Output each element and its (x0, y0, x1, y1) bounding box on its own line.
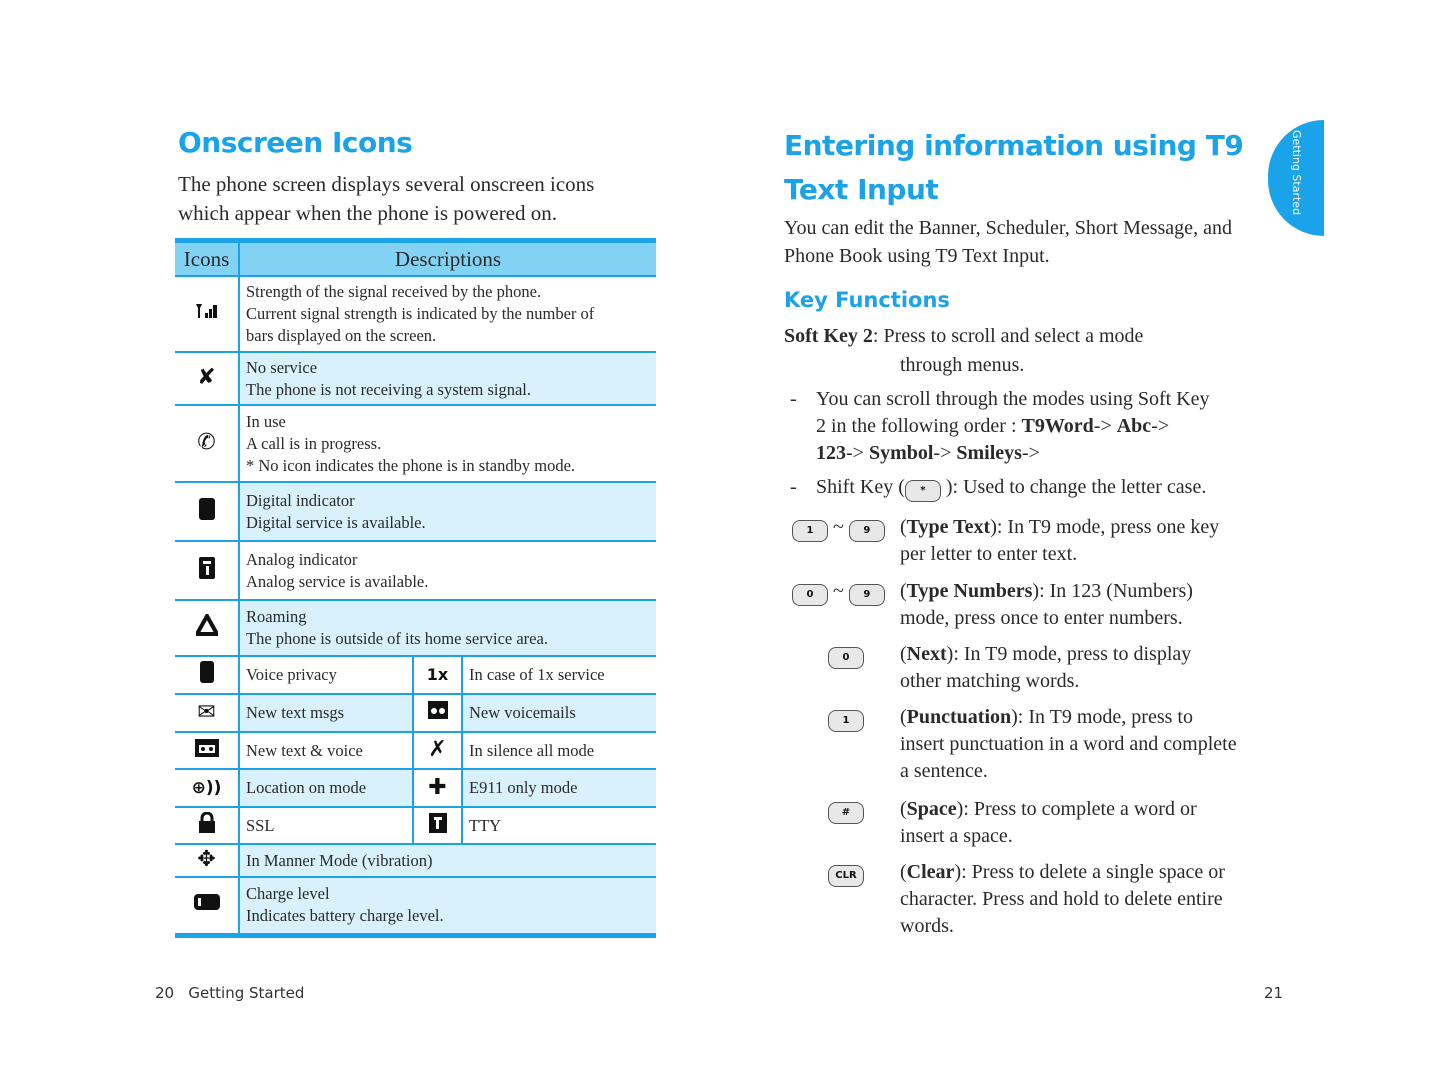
table-row (175, 694, 656, 732)
next-entry: (Next): In T9 mode, press to display (900, 643, 1192, 665)
left-page-title: Onscreen Icons (178, 126, 413, 159)
section-name: Getting Started (188, 984, 305, 1002)
roaming-icon (196, 614, 218, 636)
punctuation-entry: (Punctuation): In T9 mode, press to (900, 706, 1193, 728)
punctuation-desc: ): In T9 mode, press to (1011, 706, 1193, 728)
type-text-desc: ): In T9 mode, press one key (990, 516, 1220, 538)
signal-strength-icon (195, 302, 219, 320)
clear-entry: (Clear): Press to delete a single space or (900, 861, 1225, 883)
icons-table (175, 238, 656, 938)
tilde: ~ (833, 516, 844, 538)
row-text: * No icon indicates the phone is in standby mode. (246, 455, 576, 475)
space-key (828, 796, 864, 824)
right-intro-text: You can edit the Banner, Scheduler, Short Message, and Phone Book using T9 Text Input. (784, 217, 1232, 267)
row-text: A call is in progress. (246, 433, 382, 453)
table-row (175, 732, 656, 769)
table-row (175, 600, 656, 656)
table-row (175, 541, 656, 600)
type-numbers-desc-2: mode, press once to enter numbers. (900, 607, 1183, 629)
row-text: Current signal strength is indicated by the number of (246, 304, 595, 323)
row-text: The phone is not receiving a system signal. (246, 379, 532, 399)
left-footer (155, 984, 304, 1002)
silence-all-icon: ✗ (428, 737, 447, 762)
mode-t9word: T9Word (1021, 415, 1094, 437)
mode-123: 123 (816, 442, 846, 464)
bullet-modes-line (816, 440, 1256, 467)
next-label: Next (906, 643, 947, 665)
table-row (175, 405, 656, 482)
row-text: New voicemails (462, 694, 656, 732)
table-row (175, 276, 656, 352)
row-text: In Manner Mode (vibration) (239, 844, 656, 877)
table-row (175, 656, 656, 694)
soft-key-entry (784, 323, 1143, 350)
tilde: ~ (833, 580, 844, 602)
row-text: Analog service is available. (246, 571, 429, 591)
location-on-icon: ⊕)) (191, 778, 222, 798)
row-text: Roaming (246, 607, 307, 626)
row-text: Location on mode (239, 769, 413, 807)
shift-key-icon: * (905, 480, 941, 502)
mode-abc: Abc (1116, 415, 1152, 437)
left-intro-text: The phone screen displays several onscreen icons which appear when the phone is powered on. (178, 172, 595, 225)
right-page-title: Entering information using T9 Text Input (784, 129, 1244, 206)
battery-icon (193, 893, 221, 911)
row-text: Digital indicator (246, 490, 355, 510)
type-numbers-label: Type Numbers (906, 580, 1033, 602)
type-text-label: Type Text (906, 516, 991, 538)
new-voicemails-icon (427, 700, 449, 720)
type-numbers-desc: ): In 123 (Numbers) (1032, 580, 1193, 602)
row-text: New text msgs (239, 694, 413, 732)
punctuation-desc-2: insert punctuation in a word and complete (900, 733, 1237, 755)
table-row (175, 482, 656, 541)
arrow: -> (933, 442, 957, 464)
punctuation-desc-3: a sentence. (900, 760, 988, 782)
right-footer (1264, 984, 1283, 1002)
mode-smileys: Smileys (956, 442, 1022, 464)
clear-key (828, 859, 864, 887)
type-text-entry: (Type Text): In T9 mode, press one key (900, 516, 1220, 538)
table-row (175, 769, 656, 807)
new-text-msgs-icon: ✉ (197, 699, 216, 725)
in-use-icon: ✆ (197, 430, 216, 455)
key-9-icon: 9 (849, 584, 885, 606)
bullet-modes-line (816, 413, 1256, 440)
table-header (175, 241, 656, 277)
section-tab (1268, 120, 1324, 236)
row-text: bars displayed on the screen. (246, 326, 437, 345)
e911-icon: ✚ (428, 774, 447, 800)
table-row (175, 352, 656, 405)
row-text: Charge level (246, 884, 330, 904)
page-number: 20 (155, 984, 175, 1002)
type-numbers-keys (792, 578, 885, 606)
table-row (175, 877, 656, 935)
soft-key-label: Soft Key 2 (784, 325, 873, 347)
row-text: Strength of the signal received by the phone. (246, 282, 542, 301)
row-text: No service (246, 357, 318, 377)
arrow: -> (1151, 415, 1170, 437)
bullet-dash: - (790, 476, 797, 498)
ssl-lock-icon (197, 812, 217, 834)
next-desc-2: other matching words. (900, 670, 1080, 692)
type-numbers-entry: (Type Numbers): In 123 (Numbers) (900, 580, 1193, 602)
punctuation-label: Punctuation (906, 706, 1012, 728)
mode-symbol: Symbol (868, 442, 934, 464)
clear-label: Clear (906, 861, 955, 883)
descriptions-header: Descriptions (239, 241, 656, 277)
row-text: Analog indicator (246, 549, 358, 569)
next-key (828, 641, 864, 669)
page-number: 21 (1264, 984, 1284, 1002)
bullet-text: 2 in the following order : (816, 415, 1022, 437)
shift-text: ): Used to change the letter case. (940, 476, 1207, 498)
soft-key-text-2: through menus. (900, 354, 1025, 376)
table-row (175, 844, 656, 877)
key-0-icon: 0 (828, 647, 864, 669)
row-text: Indicates battery charge level. (246, 906, 444, 926)
table-row (175, 807, 656, 844)
voice-privacy-icon (199, 660, 215, 684)
key-hash-icon: # (828, 802, 864, 824)
bullet-dash: - (790, 388, 797, 410)
arrow: -> (1021, 442, 1040, 464)
row-text: The phone is outside of its home service area. (246, 629, 548, 648)
row-text: Voice privacy (239, 656, 413, 694)
type-text-desc-2: per letter to enter text. (900, 543, 1078, 565)
clear-desc: ): Press to delete a single space or (954, 861, 1225, 883)
row-text: E911 only mode (462, 769, 656, 807)
soft-key-text: : Press to scroll and select a mode (872, 325, 1144, 347)
bullet-modes (816, 386, 1256, 467)
digital-indicator-icon (198, 497, 216, 521)
clear-desc-2: character. Press and hold to delete entire (900, 888, 1223, 910)
row-text: In case of 1x service (462, 656, 656, 694)
icons-header: Icons (175, 241, 239, 277)
space-desc-2: insert a space. (900, 825, 1013, 847)
row-text: New text & voice (239, 732, 413, 769)
bullet-modes-line: You can scroll through the modes using Soft Key (816, 388, 1210, 410)
next-desc: ): In T9 mode, press to display (946, 643, 1192, 665)
manner-mode-icon: ✥ (197, 847, 216, 872)
key-clr-icon: CLR (828, 865, 864, 887)
punctuation-key (828, 704, 864, 732)
bullet-shift (816, 474, 1206, 502)
analog-indicator-icon (198, 556, 216, 580)
key-functions-heading: Key Functions (784, 288, 950, 312)
new-text-voice-icon (194, 738, 220, 758)
shift-text: Shift Key ( (816, 476, 905, 498)
key-1-icon: 1 (792, 520, 828, 542)
space-entry: (Space): Press to complete a word or (900, 798, 1197, 820)
no-service-icon: ✘ (197, 365, 216, 390)
section-tab-label: Getting Started (1290, 130, 1303, 216)
row-text: In silence all mode (462, 732, 656, 769)
row-text: TTY (462, 807, 656, 844)
key-9-icon: 9 (849, 520, 885, 542)
space-label: Space (906, 798, 957, 820)
row-text: Digital service is available. (246, 512, 426, 532)
clear-desc-3: words. (900, 915, 954, 937)
1x-service-icon: 1x (426, 665, 449, 684)
key-0-icon: 0 (792, 584, 828, 606)
space-desc: ): Press to complete a word or (956, 798, 1197, 820)
row-text: In use (246, 411, 286, 431)
type-text-keys (792, 514, 885, 542)
arrow: -> (846, 442, 869, 464)
arrow: -> (1093, 415, 1117, 437)
row-text: SSL (239, 807, 413, 844)
key-1-icon: 1 (828, 710, 864, 732)
tty-icon (428, 812, 448, 834)
